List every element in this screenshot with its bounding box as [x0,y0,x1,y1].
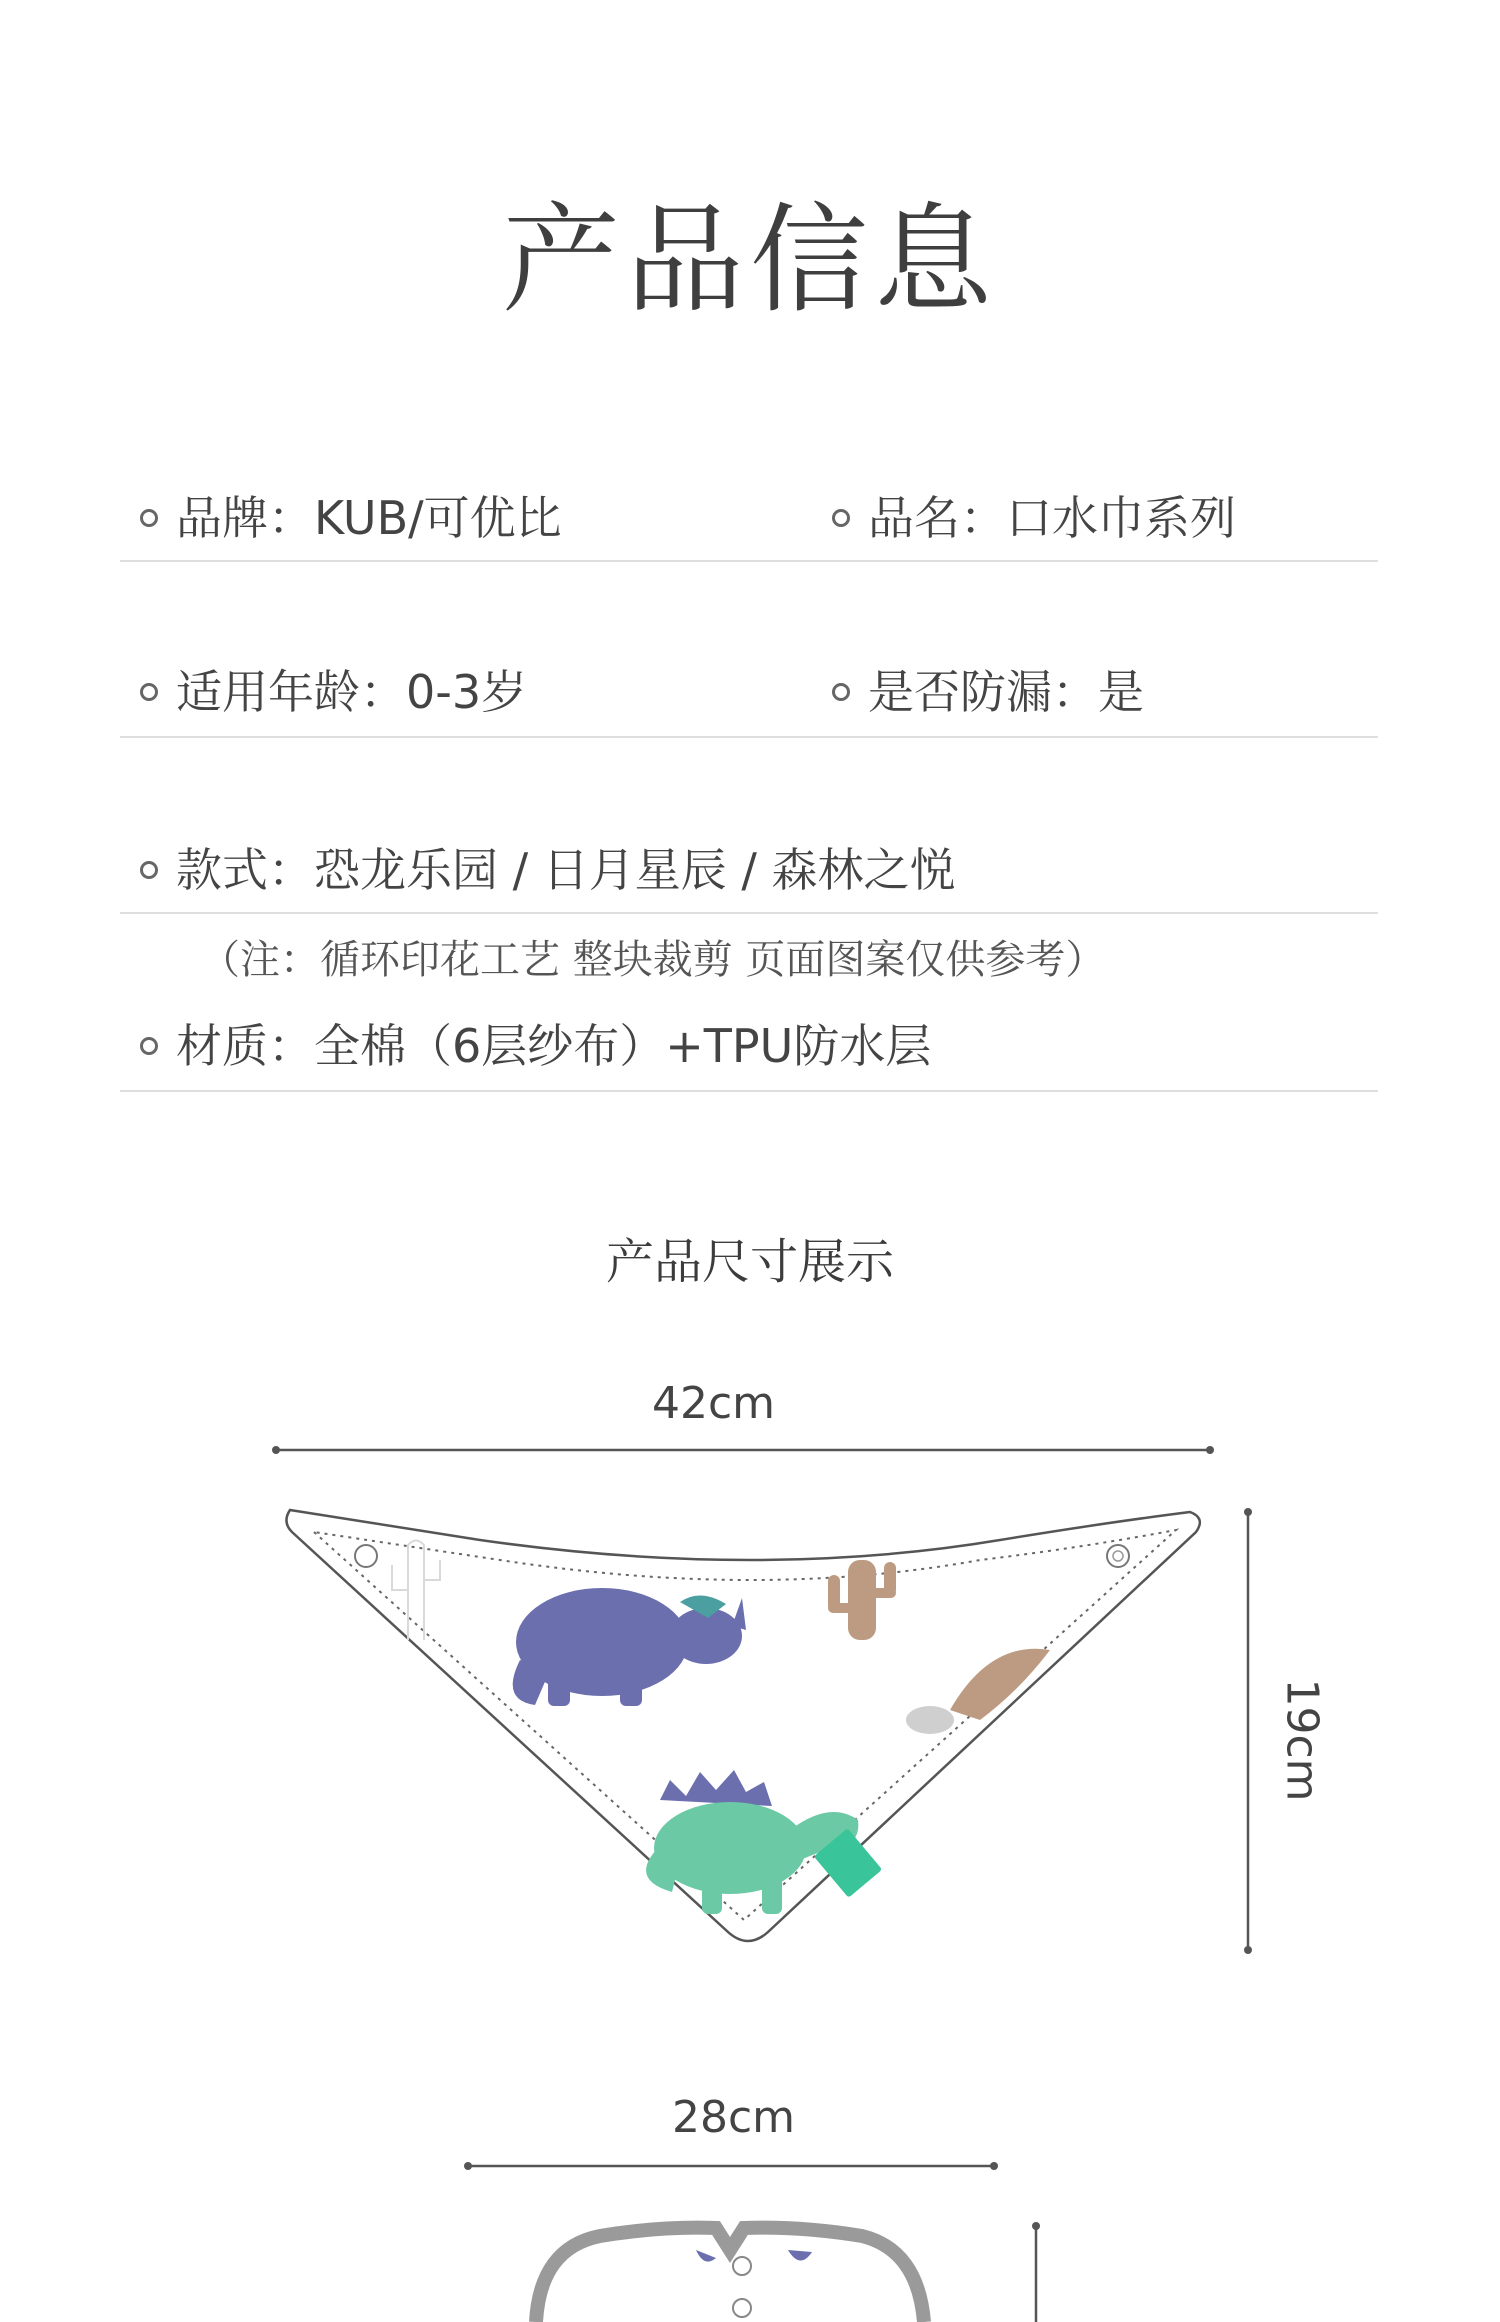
bib2-width-label: 28cm [672,2092,796,2143]
size-section-title: 产品尺寸展示 [605,1234,894,1290]
bib1-height-line [1244,1508,1252,1954]
spec-style-text: 款式：恐龙乐园 / 日月星辰 / 森林之悦 [176,843,956,897]
spec-material-text: 材质：全棉（6层纱布）+TPU防水层 [176,1019,932,1073]
page-title: 产品信息 [501,191,998,329]
bib2-height-line [1032,2222,1040,2322]
spec-name-text: 品名：口水巾系列 [868,491,1236,545]
spec-age-text: 适用年龄：0-3岁 [176,665,528,719]
spec-leakproof-text: 是否防漏：是 [868,665,1144,719]
spec-note: （注：循环印花工艺 整块裁剪 页面图案仅供参考） [200,937,1106,983]
spec-brand-text: 品牌：KUB/可优比 [176,491,562,545]
round-bib [536,2228,924,2322]
bib1-width-label: 42cm [652,1378,776,1429]
triangle-bib [286,1510,1199,1941]
bib2-width-line [464,2162,998,2170]
bib1-width-line [272,1446,1214,1454]
bib1-height-label: 19cm [1276,1678,1328,1802]
